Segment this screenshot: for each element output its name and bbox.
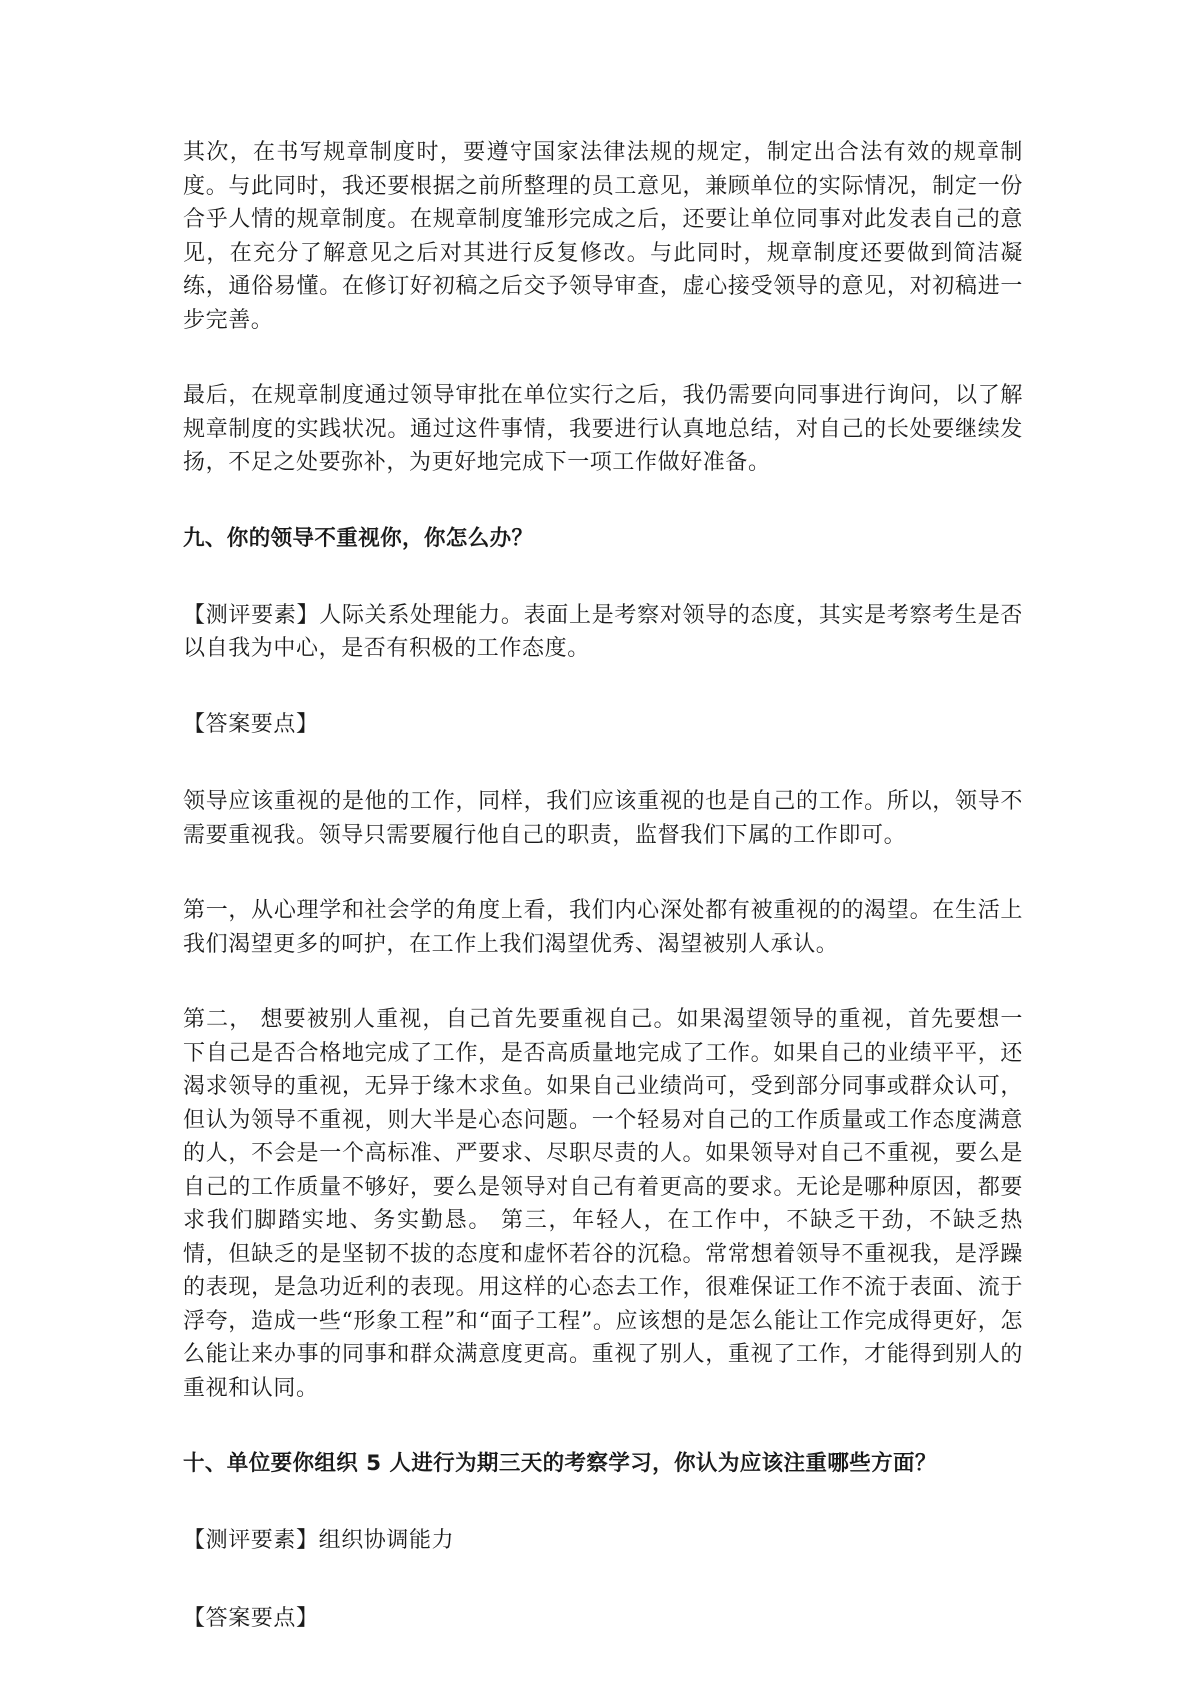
paragraph-rules-drafting: 其次，在书写规章制度时，要遵守国家法律法规的规定，制定出合法有效的规章制度。与此同时，我还要根据之前所整理的员工意见，兼顾单位的实际情况，制定一份合乎人情的规章制度。在规章制度雏形完成之后，还要让单位同事对此发表自己的意见，在充分了解意见之后对其进行反复修改。与此同时，规章制度还要做到简洁凝练，通俗易懂。在修订好初稿之后交予领导审查，虚心接受领导的意见，对初稿进一步完善。 <box>183 140 1023 333</box>
question-10-answer-label: 【答案要点】 <box>183 1605 319 1631</box>
document-page <box>183 136 1023 1679</box>
question-9-title: 九、你的领导不重视你，你怎么办？ <box>183 525 534 551</box>
question-9-answer-label: 【答案要点】 <box>183 711 319 737</box>
question-9-answer-second-third: 第二， 想要被别人重视，自己首先要重视自己。如果渴望领导的重视，首先要想一下自己是否合格地完成了工作，是否高质量地完成了工作。如果自己的业绩平平，还渴求领导的重视，无异于缘木求鱼。如果自己业绩尚可，受到部分同事或群众认可，但认为领导不重视，则大半是心态问题。一个轻易对自己的工作质量或工作态度满意的人，不会是一个高标准、严要求、尽职尽责的人。如果领导对自己不重视，要么是自己的工作质量不够好，要么是领导对自己有着更高的要求。无论是哪种原因，都要求我们脚踏实地、务实勤恳。 第三，年轻人，在工作中，不缺乏干劲，不缺乏热情，但缺乏的是坚韧不拔的态度和虚怀若谷的沉稳。常常想着领导不重视我，是浮躁的表现，是急功近利的表现。用这样的心态去工作，很难保证工作不流于表面、流于浮夸，造成一些“形象工程”和“面子工程”。应该想的是怎么能让工作完成得更好，怎么能让来办事的同事和群众满意度更高。重视了别人，重视了工作，才能得到别人的重视和认同。 <box>183 1007 1023 1401</box>
question-10-evaluation: 【测评要素】组织协调能力 <box>183 1528 455 1553</box>
question-10-title: 十、单位要你组织 5 人进行为期三天的考察学习，你认为应该注重哪些方面？ <box>183 1451 937 1476</box>
question-9-answer-first: 第一，从心理学和社会学的角度上看，我们内心深处都有被重视的的渴望。在生活上我们渴望更多的呵护，在工作上我们渴望优秀、渴望被别人承认。 <box>183 898 1023 957</box>
question-9-answer-intro: 领导应该重视的是他的工作，同样，我们应该重视的也是自己的工作。所以，领导不需要重视我。领导只需要履行他自己的职责，监督我们下属的工作即可。 <box>183 789 1023 848</box>
paragraph-rules-followup: 最后，在规章制度通过领导审批在单位实行之后，我仍需要向同事进行询问，以了解规章制度的实践状况。通过这件事情，我要进行认真地总结，对自己的长处要继续发扬，不足之处要弥补，为更好地完成下一项工作做好准备。 <box>183 383 1023 475</box>
question-9-evaluation: 【测评要素】人际关系处理能力。表面上是考察对领导的态度，其实是考察考生是否以自我为中心，是否有积极的工作态度。 <box>183 602 1023 661</box>
